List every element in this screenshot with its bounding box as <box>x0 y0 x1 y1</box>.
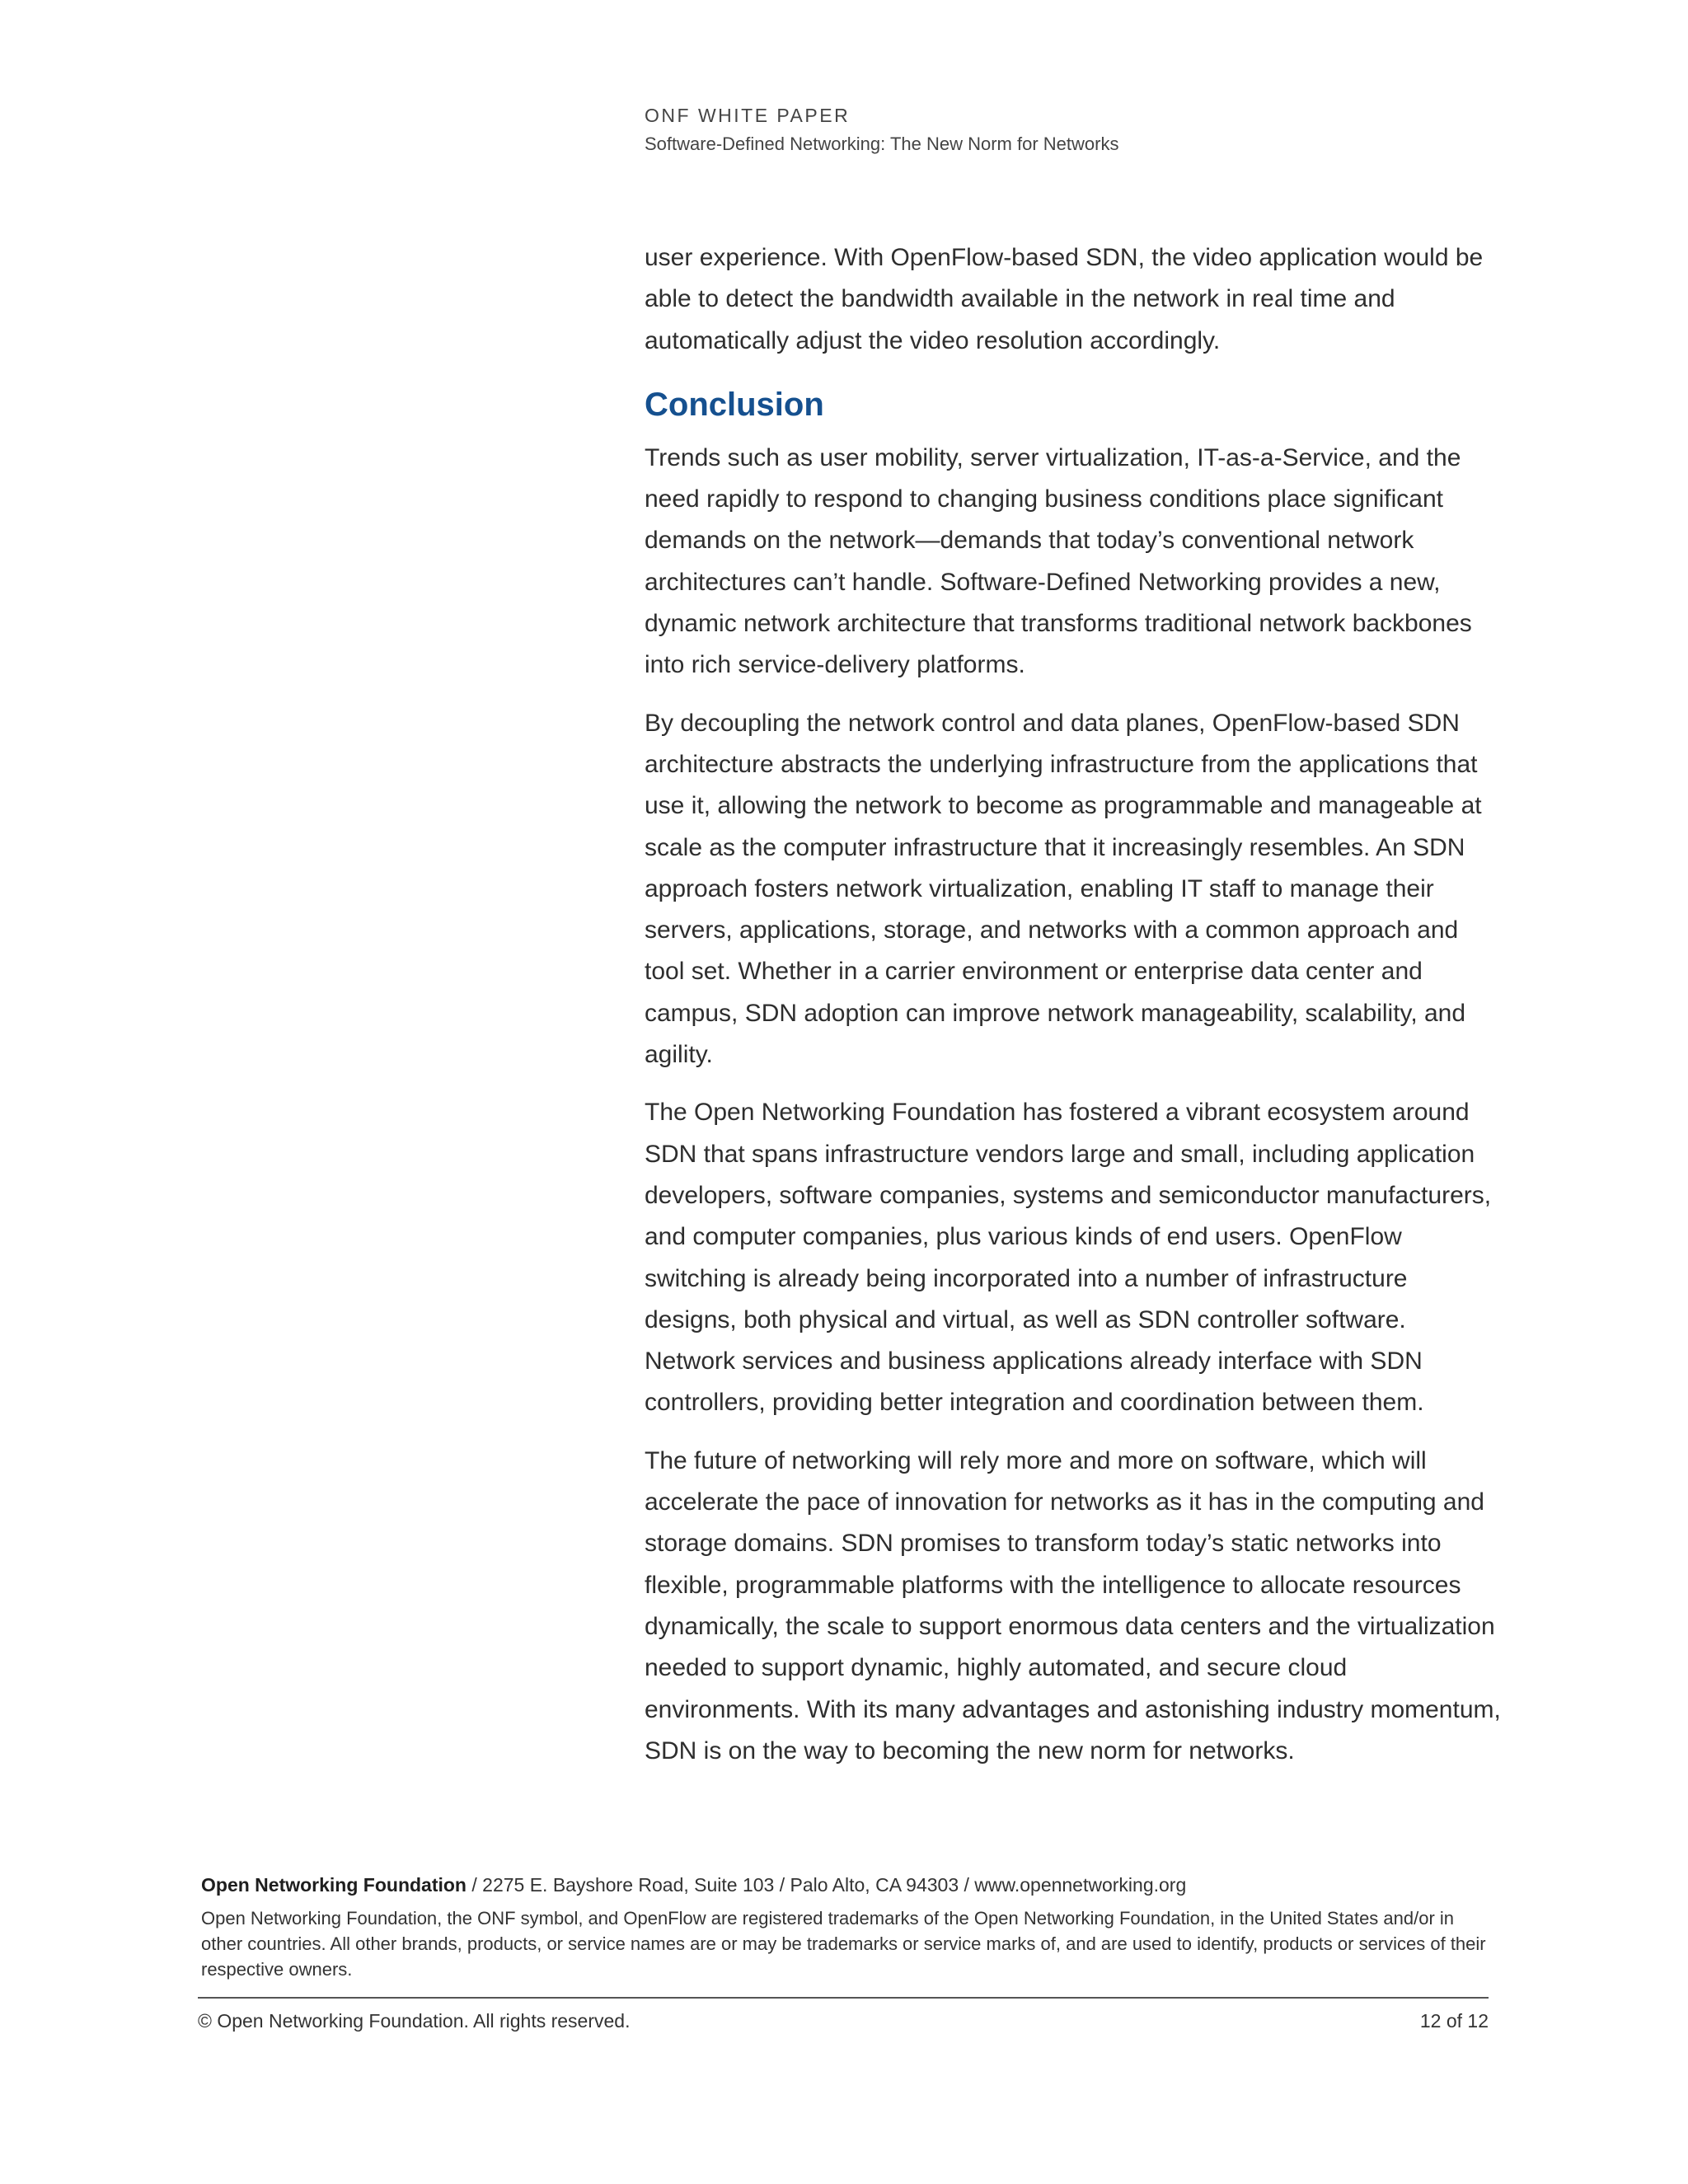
conclusion-paragraph-3: The Open Networking Foundation has fostered a vibrant ecosystem around SDN that spans infrastructure vendors large and small, including application developers, software companies, systems and semiconductor manufacturers, and computer companies, plus various kinds of end users. OpenFlow switching is already being incorporated into a number of infrastructure designs, both physical and virtual, as well as SDN controller software. Network services and business applications already interface with SDN controllers, providing better integration and coordination between them. <box>645 1099 1492 1417</box>
intro-paragraph: user experience. With OpenFlow-based SDN, the video application would be able to detect the bandwidth available in the network in real time and automatically adjust the video resolution accordingly. <box>645 244 1484 354</box>
footer-trademark-notice: Open Networking Foundation, the ONF symbol, and OpenFlow are registered trademarks of the Open Networking Foundation, in the United States and/or in other countries. All other brands, products, or service names are or may be trademarks or service marks of, and are used to identify, products or services of their respective owners. <box>201 1908 1486 1980</box>
page-number: 12 of 12 <box>1419 2010 1489 2032</box>
section-heading-conclusion: Conclusion <box>645 386 824 423</box>
footer-address-line <box>201 1871 1490 1899</box>
main-content <box>645 237 1502 1788</box>
document-subtitle: Software-Defined Networking: The New Norm for Networks <box>645 134 1119 154</box>
document-type-label: ONF WHITE PAPER <box>645 105 851 126</box>
page-header <box>645 102 1502 158</box>
footer-divider <box>198 1997 1489 1999</box>
conclusion-paragraph-2: By decoupling the network control and data planes, OpenFlow-based SDN architecture abstracts the underlying infrastructure from the applications that use it, allowing the network to become as programmable and manageable at scale as the computer infrastructure that it increasingly resembles. An SDN approach fosters network virtualization, enabling IT staff to manage their servers, applications, storage, and networks with a common approach and tool set. Whether in a carrier environment or enterprise data center and campus, SDN adoption can improve network manageability, scalability, and agility. <box>645 709 1482 1069</box>
footer-copyright: © Open Networking Foundation. All rights reserved. <box>198 2010 631 2032</box>
conclusion-paragraph-1: Trends such as user mobility, server virtualization, IT-as-a-Service, and the need rapidly to respond to changing business conditions place significant demands on the network—demands that today’s conventional network architectures can’t handle. Software-Defined Networking provides a new, dynamic network architecture that transforms traditional network backbones into rich service-delivery platforms. <box>645 443 1472 679</box>
footer-org-name: Open Networking Foundation <box>201 1874 467 1896</box>
footer-bottom-row <box>198 2007 1489 2035</box>
conclusion-paragraph-4: The future of networking will rely more and more on software, which will accelerate the pace of innovation for networks as it has in the computing and storage domains. SDN promises to transform today’s static networks into flexible, programmable platforms with the intelligence to allocate resources dynamically, the scale to support enormous data centers and the virtualization needed to support dynamic, highly automated, and secure cloud environments. With its many advantages and astonishing industry momentum, SDN is on the way to becoming the new norm for networks. <box>645 1446 1501 1765</box>
footer-address: / 2275 E. Bayshore Road, Suite 103 / Palo Alto, CA 94303 / www.opennetworking.org <box>466 1874 1187 1896</box>
page-footer <box>198 1871 1490 2035</box>
